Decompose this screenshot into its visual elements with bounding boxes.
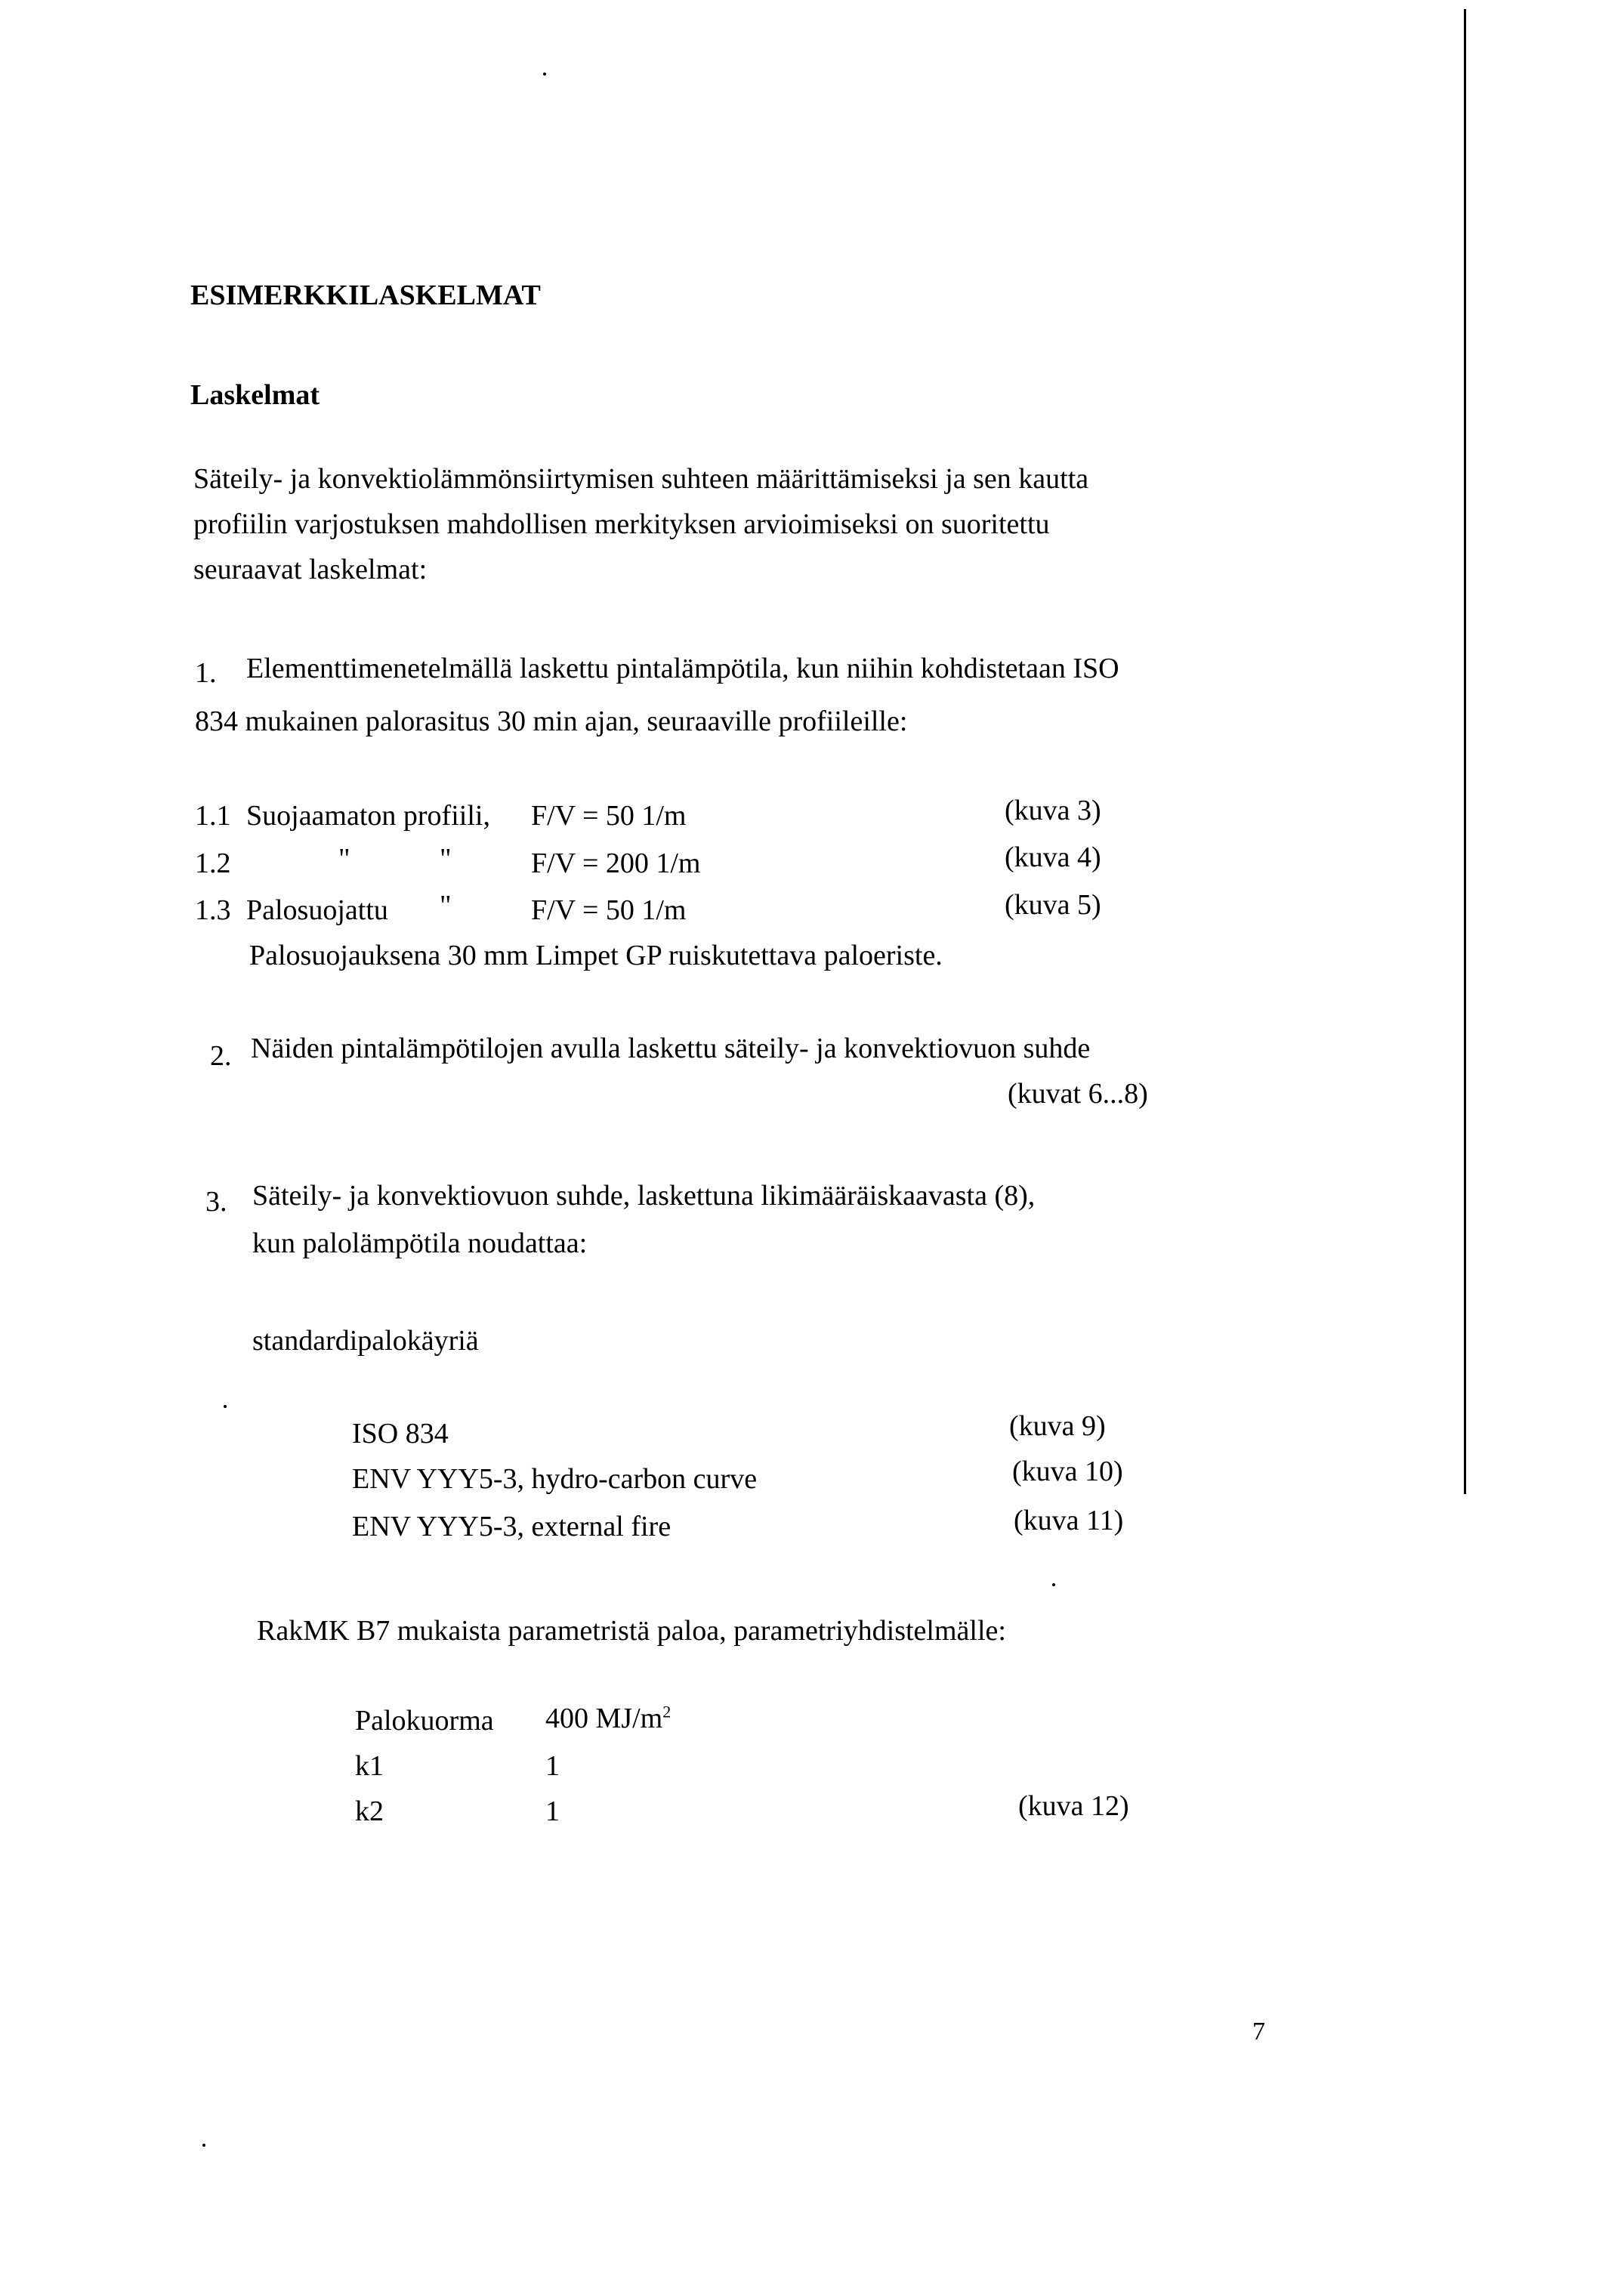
subitem-fv: F/V = 200 1/m [531,848,701,879]
curve-name: ENV YYY5-3, external fire [352,1511,672,1542]
item-1-number: 1. [195,657,217,689]
item-2-number: 2. [210,1040,232,1072]
subitem-label: Suojaamaton profiili, [246,800,490,832]
param-value: 400 $MJ/m^2$ [545,1702,672,1734]
subitem-number: 1.1 [195,800,231,832]
curve-name: ISO 834 [352,1418,449,1450]
subitem-fv: F/V = 50 1/m [531,800,687,832]
scan-speck [224,1405,227,1408]
standard-curves-label: standardipalokäyriä [252,1325,479,1357]
scan-speck [543,73,546,76]
ditto-mark: " [338,843,350,875]
scan-speck [202,2144,205,2147]
subitem-number: 1.3 [195,894,231,926]
curve-figure-ref: (kuva 10) [1012,1456,1123,1487]
subitem-number: 1.2 [195,848,231,879]
item-1-line-1: Elementtimenetelmällä laskettu pintalämpötila, kun niihin kohdistetaan ISO [246,653,1119,684]
curve-figure-ref: (kuva 9) [1009,1410,1106,1442]
subitem-fv: F/V = 50 1/m [531,894,687,926]
curve-figure-ref: (kuva 11) [1014,1505,1124,1536]
item-2-text: Näiden pintalämpötilojen avulla laskettu säteily- ja konvektiovuon suhde [251,1033,1091,1064]
scan-border-line [1464,9,1466,1494]
param-value: 1 [545,1750,560,1782]
param-name: k2 [355,1795,384,1827]
subitem-figure-ref: (kuva 5) [1005,889,1101,921]
item-3-line-2: kun palolämpötila noudattaa: [252,1227,588,1259]
subitem-figure-ref: (kuva 4) [1005,841,1101,873]
protection-note: Palosuojauksena 30 mm Limpet GP ruiskutettava paloeriste. [249,940,943,971]
ditto-mark: " [440,843,452,875]
item-3-line-1: Säteily- ja konvektiovuon suhde, laskettuna likimääräiskaavasta (8), [252,1180,1036,1212]
superscript: 2 [662,1702,672,1721]
ditto-mark: " [440,890,452,922]
param-figure-ref: (kuva 12) [1018,1790,1129,1822]
intro-line-3: seuraavat laskelmat: [193,554,428,585]
scan-speck [1052,1583,1055,1586]
section-heading: Laskelmat [190,379,320,411]
intro-line-1: Säteily- ja konvektiolämmönsiirtymisen suhteen määrittämiseksi ja sen kautta [193,463,1089,495]
param-name: k1 [355,1750,384,1782]
param-value: 1 [545,1795,560,1827]
intro-line-2: profiilin varjostuksen mahdollisen merkityksen arvioimiseksi on suoritettu [193,508,1050,540]
document-heading: ESIMERKKILASKELMAT [190,279,541,311]
item-2-figure-ref: (kuvat 6...8) [1008,1078,1148,1110]
subitem-figure-ref: (kuva 3) [1005,795,1101,826]
subitem-label: Palosuojattu [246,894,388,926]
param-name: Palokuorma [355,1705,494,1737]
curve-name: ENV YYY5-3, hydro-carbon curve [352,1463,758,1495]
page-number: 7 [1252,2018,1265,2046]
item-3-number: 3. [205,1186,227,1218]
parametric-fire-line: RakMK B7 mukaista parametristä paloa, parametriyhdistelmälle: [257,1615,1006,1647]
item-1-line-2: 834 mukainen palorasitus 30 min ajan, seuraaville profiileille: [195,706,908,737]
